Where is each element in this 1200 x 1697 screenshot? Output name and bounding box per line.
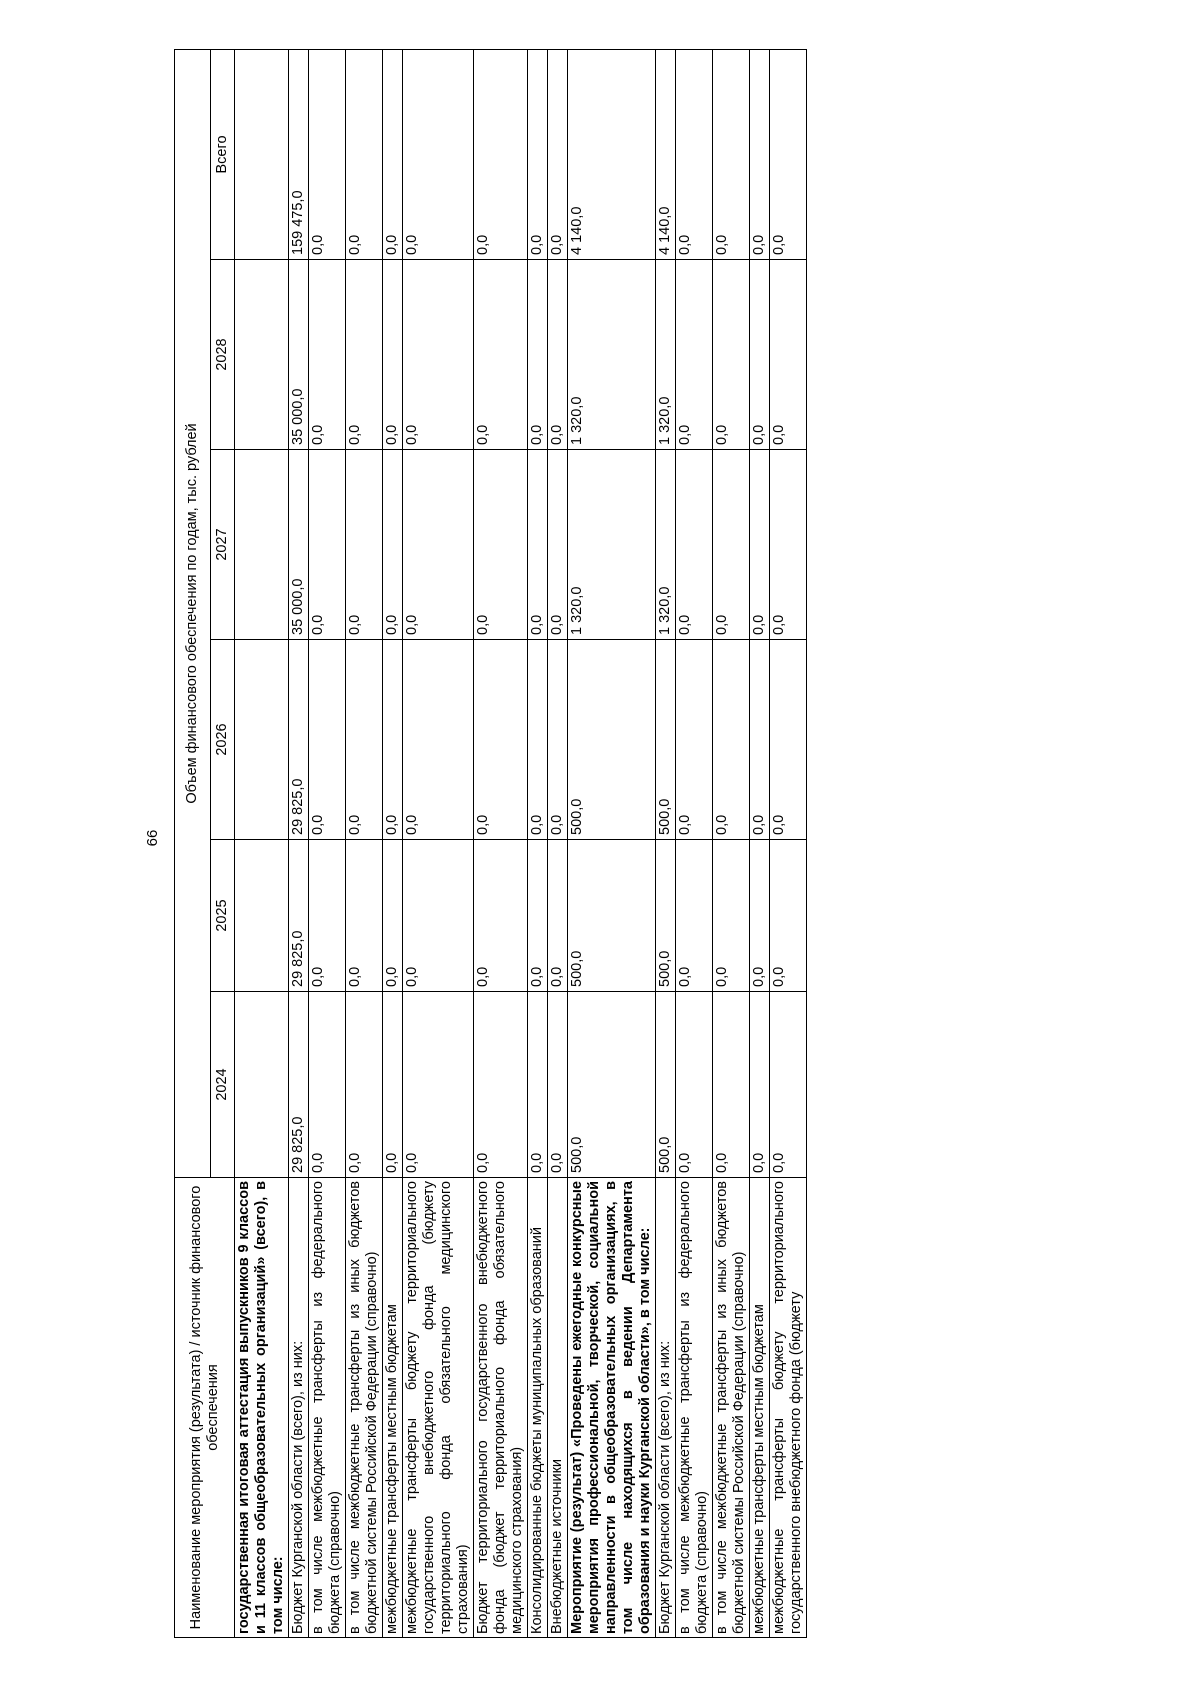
- value-cell: 0,0: [528, 992, 548, 1178]
- value-cell: 0,0: [750, 260, 770, 450]
- value-cell: [235, 260, 289, 450]
- row-name-cell: Бюджет Курганской области (всего), из них:: [289, 1178, 309, 1638]
- value-cell: 0,0: [770, 840, 807, 992]
- value-cell: 0,0: [676, 840, 713, 992]
- value-cell: 29 825,0: [289, 840, 309, 992]
- value-cell: 1 320,0: [568, 450, 656, 640]
- value-cell: 0,0: [528, 450, 548, 640]
- value-cell: 0,0: [474, 840, 528, 992]
- value-cell: 0,0: [383, 840, 403, 992]
- value-cell: 0,0: [676, 640, 713, 840]
- value-cell: 0,0: [474, 49, 528, 259]
- value-cell: 0,0: [770, 450, 807, 640]
- value-cell: 1 320,0: [568, 260, 656, 450]
- row-name-cell: в том числе межбюджетные трансферты из иных бюджетов бюджетной системы Российской Федерации (справочно): [346, 1178, 383, 1638]
- value-cell: 0,0: [403, 260, 474, 450]
- value-cell: 35 000,0: [289, 260, 309, 450]
- row-name-cell: Внебюджетные источники: [548, 1178, 568, 1638]
- value-cell: 0,0: [309, 992, 346, 1178]
- row-name-cell: межбюджетные трансферты местным бюджетам: [750, 1178, 770, 1638]
- year-header-2025: 2025: [211, 840, 235, 992]
- value-cell: 1 320,0: [656, 260, 676, 450]
- table-row: [568, 49, 656, 1637]
- value-cell: 0,0: [474, 640, 528, 840]
- value-cell: 0,0: [548, 260, 568, 450]
- table-row: [713, 49, 750, 1637]
- value-cell: 0,0: [474, 260, 528, 450]
- value-cell: 0,0: [309, 450, 346, 640]
- table-row: [474, 49, 528, 1637]
- value-cell: 0,0: [346, 450, 383, 640]
- row-name-cell: в том числе межбюджетные трансферты из федерального бюджета (справочно): [676, 1178, 713, 1638]
- row-name-cell: Консолидированные бюджеты муниципальных образований: [528, 1178, 548, 1638]
- value-cell: 0,0: [403, 840, 474, 992]
- value-cell: 0,0: [403, 640, 474, 840]
- value-cell: 0,0: [548, 840, 568, 992]
- table-row: [346, 49, 383, 1637]
- value-cell: 4 140,0: [568, 49, 656, 259]
- page-number: 66: [144, 829, 161, 847]
- table-row: [548, 49, 568, 1637]
- value-cell: 0,0: [750, 49, 770, 259]
- value-cell: 500,0: [568, 840, 656, 992]
- value-cell: [235, 49, 289, 259]
- row-name-cell: Бюджет территориального государственного внебюджетного фонда (бюджет территориального фонда обязательного медицинского страхования): [474, 1178, 528, 1638]
- value-cell: [235, 450, 289, 640]
- value-cell: 0,0: [770, 640, 807, 840]
- value-cell: [235, 840, 289, 992]
- value-cell: 29 825,0: [289, 640, 309, 840]
- year-header-2026: 2026: [211, 640, 235, 840]
- value-cell: 35 000,0: [289, 450, 309, 640]
- value-cell: 0,0: [383, 450, 403, 640]
- value-cell: 0,0: [309, 840, 346, 992]
- value-cell: 159 475,0: [289, 49, 309, 259]
- value-cell: 1 320,0: [656, 450, 676, 640]
- row-name-cell: Мероприятие (результат) «Проведены ежегодные конкурсные мероприятия профессиональной, творческой, социальной направленности в общеобразовательных организациях, в том числе находящихся в ведении Департамента образования и науки Курганской области», в том числе:: [568, 1178, 656, 1638]
- value-cell: 0,0: [346, 840, 383, 992]
- header-row-1: [175, 49, 211, 1637]
- value-cell: 500,0: [656, 992, 676, 1178]
- value-cell: 0,0: [713, 840, 750, 992]
- value-cell: 0,0: [346, 260, 383, 450]
- value-cell: 0,0: [383, 992, 403, 1178]
- value-cell: 0,0: [383, 640, 403, 840]
- value-cell: 0,0: [713, 260, 750, 450]
- row-name-cell: государственная итоговая аттестация выпускников 9 классов и 11 классов общеобразовательных организаций» (всего), в том числе:: [235, 1178, 289, 1638]
- value-cell: 0,0: [474, 992, 528, 1178]
- value-cell: 0,0: [403, 49, 474, 259]
- value-cell: 0,0: [548, 49, 568, 259]
- value-cell: 0,0: [676, 992, 713, 1178]
- value-cell: 0,0: [770, 260, 807, 450]
- row-name-cell: в том числе межбюджетные трансферты из федерального бюджета (справочно): [309, 1178, 346, 1638]
- row-name-cell: Бюджет Курганской области (всего), из них:: [656, 1178, 676, 1638]
- value-cell: 0,0: [548, 450, 568, 640]
- table-row: [235, 49, 289, 1637]
- value-cell: 0,0: [750, 450, 770, 640]
- table-row: [383, 49, 403, 1637]
- value-cell: 0,0: [676, 450, 713, 640]
- row-name-cell: межбюджетные трансферты местным бюджетам: [383, 1178, 403, 1638]
- value-cell: 0,0: [309, 49, 346, 259]
- value-cell: [235, 992, 289, 1178]
- row-name-cell: межбюджетные трансферты бюджету территориального государственного внебюджетного фонда (бюджету: [770, 1178, 807, 1638]
- table-row: [676, 49, 713, 1637]
- value-cell: 0,0: [383, 260, 403, 450]
- name-column-header: Наименование мероприятия (результата) / источник финансового обеспечения: [175, 1178, 235, 1638]
- financing-table: [174, 49, 807, 1638]
- value-cell: 0,0: [770, 49, 807, 259]
- total-header: Всего: [211, 49, 235, 259]
- year-header-2024: 2024: [211, 992, 235, 1178]
- value-cell: 0,0: [528, 840, 548, 992]
- value-cell: 0,0: [403, 992, 474, 1178]
- value-cell: 0,0: [474, 450, 528, 640]
- rotated-page: [140, 50, 1080, 1638]
- table-row: [289, 49, 309, 1637]
- value-cell: 0,0: [548, 992, 568, 1178]
- value-cell: 0,0: [676, 260, 713, 450]
- value-cell: 0,0: [548, 640, 568, 840]
- row-name-cell: межбюджетные трансферты бюджету территориального государственного внебюджетного фонда (бюджету территориального фонда обязательного медицинского страхования): [403, 1178, 474, 1638]
- value-cell: 0,0: [713, 49, 750, 259]
- volume-column-header: Объем финансового обеспечения по годам, тыс. рублей: [175, 49, 211, 1177]
- value-cell: 500,0: [656, 640, 676, 840]
- table-body: [235, 49, 807, 1637]
- value-cell: 0,0: [528, 49, 548, 259]
- value-cell: 0,0: [309, 640, 346, 840]
- year-header-2028: 2028: [211, 260, 235, 450]
- value-cell: 0,0: [750, 640, 770, 840]
- table-row: [656, 49, 676, 1637]
- value-cell: 0,0: [383, 49, 403, 259]
- value-cell: 0,0: [403, 450, 474, 640]
- value-cell: 0,0: [528, 260, 548, 450]
- table-row: [528, 49, 548, 1637]
- value-cell: 0,0: [346, 49, 383, 259]
- value-cell: [235, 640, 289, 840]
- value-cell: 0,0: [713, 640, 750, 840]
- value-cell: 500,0: [568, 640, 656, 840]
- value-cell: 0,0: [770, 992, 807, 1178]
- value-cell: 0,0: [750, 992, 770, 1178]
- value-cell: 0,0: [750, 840, 770, 992]
- value-cell: 0,0: [713, 992, 750, 1178]
- row-name-cell: в том числе межбюджетные трансферты из иных бюджетов бюджетной системы Российской Федерации (справочно): [713, 1178, 750, 1638]
- table-row: [750, 49, 770, 1637]
- table-row: [770, 49, 807, 1637]
- value-cell: 0,0: [346, 640, 383, 840]
- value-cell: 0,0: [346, 992, 383, 1178]
- value-cell: 4 140,0: [656, 49, 676, 259]
- table-row: [309, 49, 346, 1637]
- value-cell: 0,0: [676, 49, 713, 259]
- value-cell: 500,0: [656, 840, 676, 992]
- value-cell: 0,0: [528, 640, 548, 840]
- table-row: [403, 49, 474, 1637]
- value-cell: 0,0: [309, 260, 346, 450]
- year-header-2027: 2027: [211, 450, 235, 640]
- value-cell: 29 825,0: [289, 992, 309, 1178]
- value-cell: 0,0: [713, 450, 750, 640]
- value-cell: 500,0: [568, 992, 656, 1178]
